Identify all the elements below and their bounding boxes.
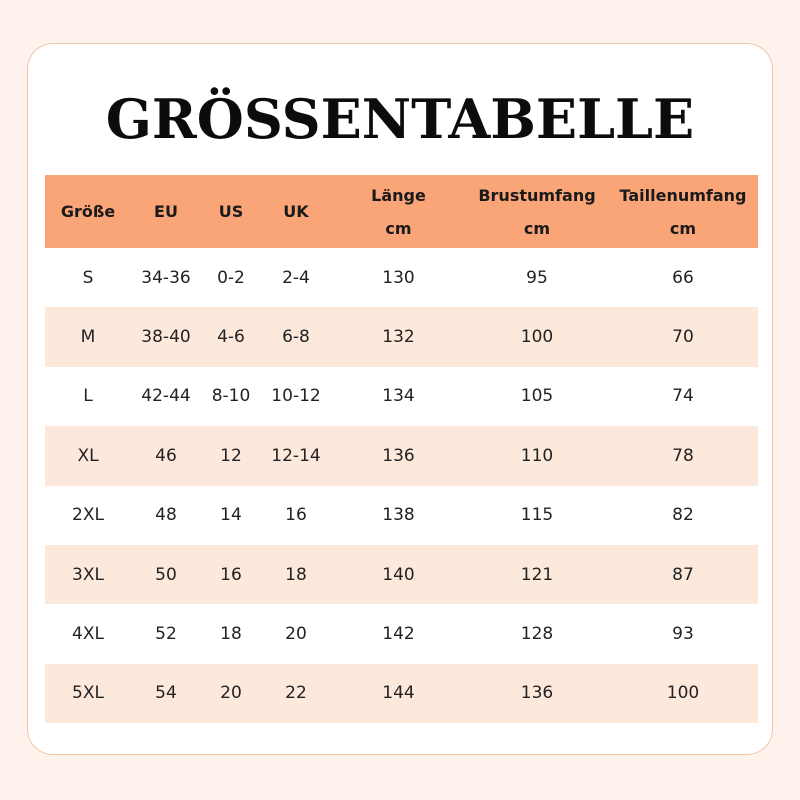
table-cell-groesse: XL (45, 426, 131, 485)
column-header-eu (131, 175, 201, 248)
table-cell-groesse: M (45, 307, 131, 366)
table-cell-laenge: 138 (382, 505, 415, 526)
table-cell-groesse: 2XL (72, 505, 104, 526)
table-cell-us: 12 (201, 426, 261, 485)
table-cell-eu: 52 (155, 624, 177, 645)
column-header-label: UK (283, 202, 309, 221)
table-row (45, 604, 758, 663)
table-cell-laenge: 142 (382, 624, 415, 645)
table-cell-groesse: S (82, 267, 94, 288)
table-cell-uk: 12-14 (261, 426, 331, 485)
table-cell-eu: 48 (155, 505, 177, 526)
table-row (45, 367, 758, 426)
table-row (45, 426, 758, 485)
page-title: GRÖSSENTABELLE (105, 87, 695, 151)
table-cell-us: 14 (220, 505, 242, 526)
table-cell-us: 4-6 (201, 307, 261, 366)
column-header-label: Größe (60, 202, 116, 221)
table-cell-groesse: 4XL (72, 624, 104, 645)
column-header-label: Taillenumfang (619, 185, 747, 205)
column-header-label: US (218, 202, 244, 221)
table-cell-taillenumfang: 70 (608, 307, 758, 366)
column-header-label: Brustumfang (478, 185, 596, 205)
column-header-us (201, 175, 261, 248)
table-cell-taillenumfang: 66 (672, 267, 694, 288)
table-header-row (45, 175, 758, 248)
table-cell-uk: 22 (261, 664, 331, 723)
table-cell-taillenumfang: 74 (672, 386, 694, 407)
table-cell-uk: 6-8 (261, 307, 331, 366)
size-table (45, 175, 758, 723)
table-cell-brustumfang: 95 (526, 267, 548, 288)
table-cell-laenge: 134 (382, 386, 415, 407)
table-cell-uk: 16 (285, 505, 307, 526)
table-cell-us: 18 (220, 624, 242, 645)
table-body (45, 248, 758, 723)
table-row (45, 545, 758, 604)
column-header-label: Länge (371, 185, 426, 205)
table-cell-brustumfang: 121 (466, 545, 608, 604)
table-cell-brustumfang: 128 (520, 624, 554, 645)
table-cell-us: 20 (201, 664, 261, 723)
table-cell-eu: 34-36 (141, 267, 191, 288)
column-header-taillenumfang (608, 175, 758, 248)
table-cell-laenge: 140 (331, 545, 466, 604)
table-cell-taillenumfang: 78 (608, 426, 758, 485)
table-cell-eu: 42-44 (141, 386, 191, 407)
table-cell-brustumfang: 110 (466, 426, 608, 485)
table-cell-taillenumfang: 82 (672, 505, 694, 526)
table-cell-laenge: 136 (331, 426, 466, 485)
column-header-unit: cm (669, 218, 697, 238)
table-cell-uk: 10-12 (271, 386, 321, 407)
table-cell-brustumfang: 136 (466, 664, 608, 723)
table-cell-uk: 20 (285, 624, 307, 645)
table-cell-groesse: 5XL (45, 664, 131, 723)
table-row (45, 248, 758, 307)
table-cell-uk: 18 (261, 545, 331, 604)
table-cell-us: 8-10 (211, 386, 251, 407)
table-cell-groesse: 3XL (45, 545, 131, 604)
column-header-label: EU (154, 202, 178, 221)
table-cell-laenge: 144 (331, 664, 466, 723)
table-cell-taillenumfang: 100 (608, 664, 758, 723)
table-cell-groesse: L (83, 386, 93, 407)
table-cell-brustumfang: 100 (466, 307, 608, 366)
table-cell-eu: 38-40 (131, 307, 201, 366)
table-row (45, 486, 758, 545)
table-cell-taillenumfang: 87 (608, 545, 758, 604)
table-cell-brustumfang: 115 (520, 505, 554, 526)
table-row (45, 307, 758, 366)
column-header-laenge (331, 175, 466, 248)
table-cell-laenge: 130 (382, 267, 415, 288)
table-cell-us: 0-2 (217, 267, 245, 288)
table-row (45, 664, 758, 723)
table-cell-taillenumfang: 93 (672, 624, 694, 645)
table-cell-uk: 2-4 (282, 267, 310, 288)
column-header-unit: cm (385, 218, 412, 238)
table-cell-us: 16 (201, 545, 261, 604)
table-cell-eu: 50 (131, 545, 201, 604)
table-cell-eu: 46 (131, 426, 201, 485)
table-cell-laenge: 132 (331, 307, 466, 366)
column-header-brustumfang (466, 175, 608, 248)
column-header-unit: cm (523, 218, 551, 238)
column-header-groesse (45, 175, 131, 248)
table-cell-eu: 54 (131, 664, 201, 723)
table-cell-brustumfang: 105 (520, 386, 554, 407)
column-header-uk (261, 175, 331, 248)
